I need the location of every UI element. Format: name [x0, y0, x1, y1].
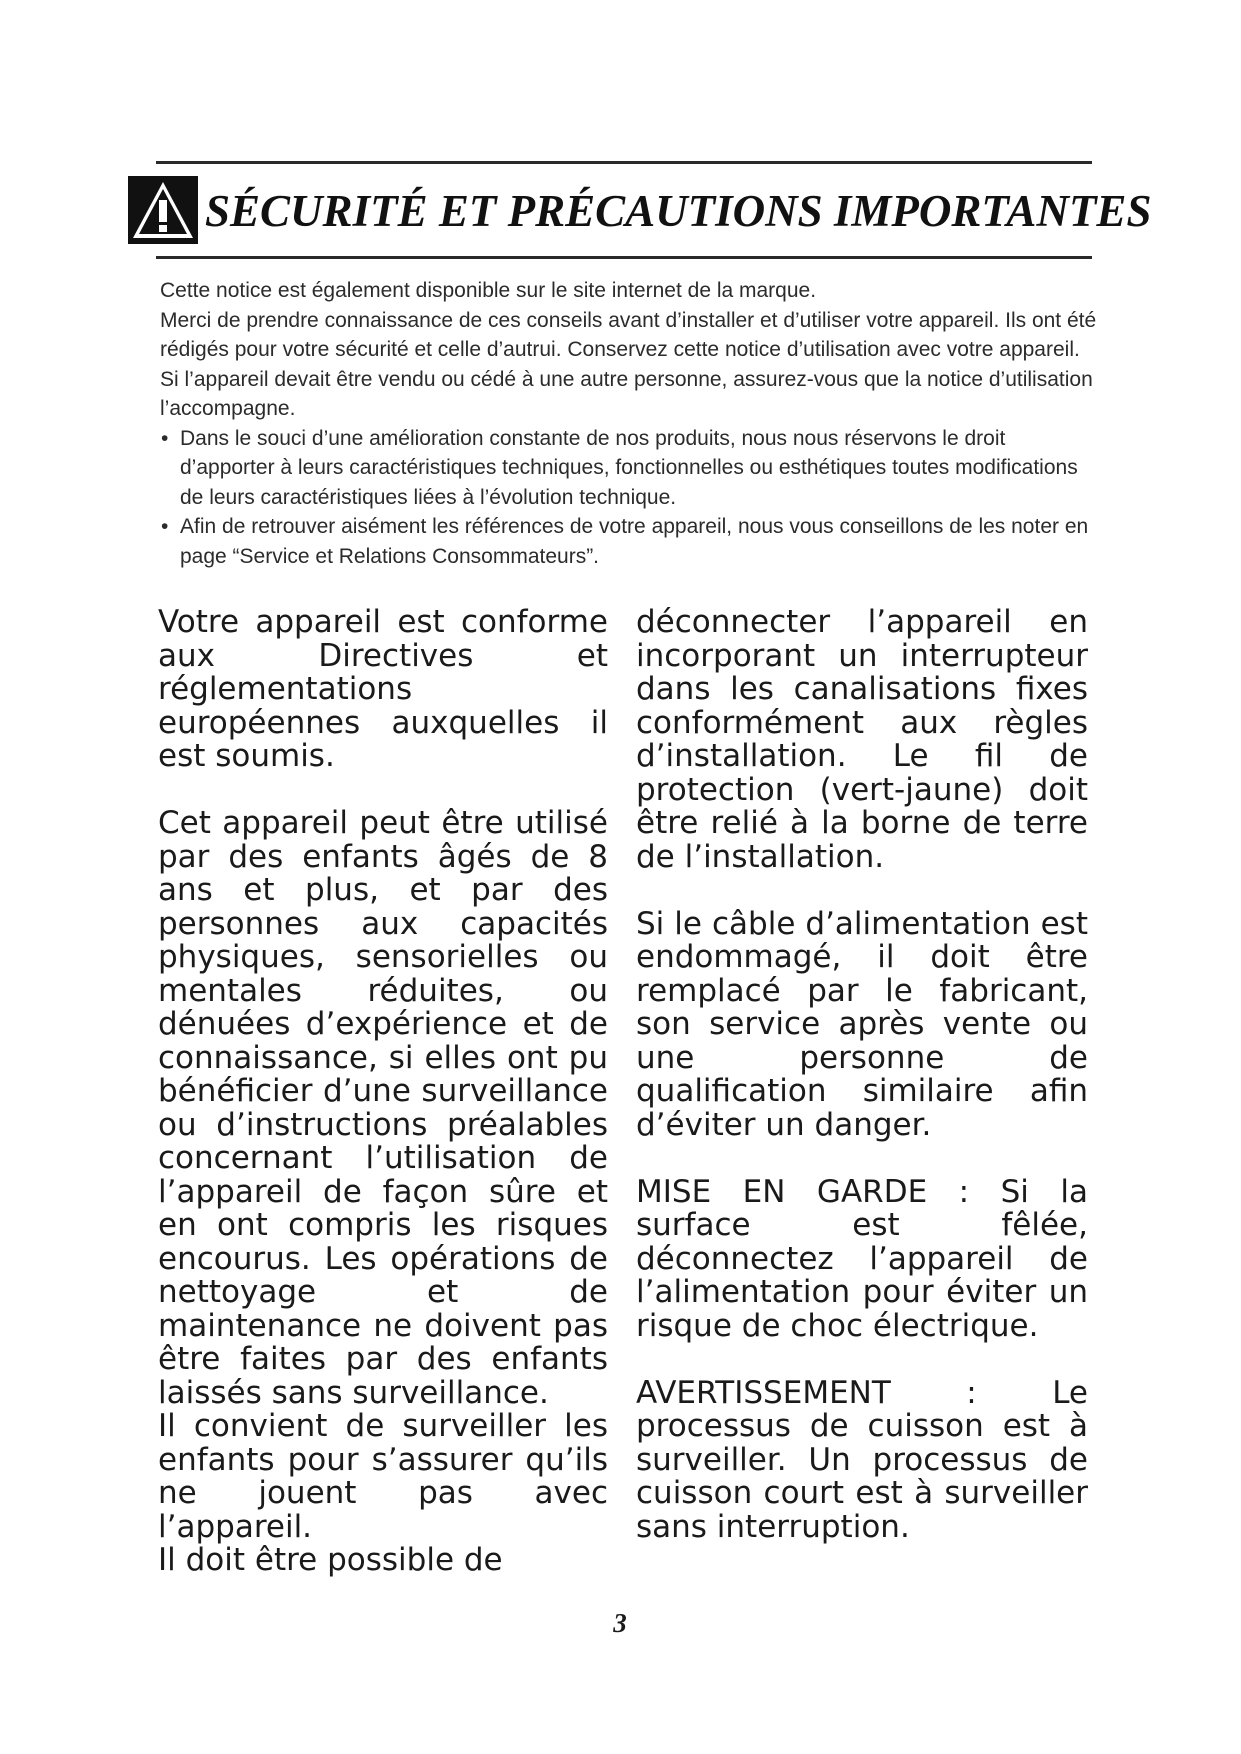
children-usage-paragraph: Cet appareil peut être utilisé par des enfants âgés de 8 ans et plus, et par des personnes aux capacités physiques, sensorielles ou mentales réduites, ou dénuées d’expérience et de connaissance, si elles ont pu bénéficier d’une surveillance ou d’instructions préalables concernant l’utilisation de l’appareil de façon sûre et en ont compris les risques encourus. Les opérations de nettoyage et de maintenance ne doivent pas être faites par des enfants laissés sans surveillance.: [158, 805, 608, 1411]
cooking-supervision-paragraph: AVERTISSEMENT : Le processus de cuisson est à surveiller. Un processus de cuisson court est à surveiller sans interruption.: [636, 1374, 1088, 1545]
left-column: [158, 606, 608, 1578]
warning-cracked-surface-paragraph: MISE EN GARDE : Si la surface est fêlée, déconnectez l’appareil de l’alimentation pour éviter un risque de choc électrique.: [636, 1173, 1088, 1344]
warning-triangle-icon: [128, 176, 198, 244]
intro-paragraph: Merci de prendre connaissance de ces conseils avant d’installer et d’utiliser votre appareil. Ils ont été rédigés pour votre sécurité et celle d’autrui. Conservez cette notice d’utilisation avec votre appareil. Si l’appareil devait être vendu ou cédé à une autre personne, assurez-vous que la notice d’utilisation l’accompagne.: [160, 308, 1097, 420]
right-column: [636, 606, 1088, 1544]
intro-bullet-text: Afin de retrouver aisément les références de votre appareil, nous vous conseillons de les noter en page “Service et Relations Consommateurs”.: [180, 515, 1089, 568]
page-title: SÉCURITÉ ET PRÉCAUTIONS IMPORTANTES: [205, 186, 1152, 236]
header-top-rule: [156, 161, 1092, 164]
disconnect-paragraph: déconnecter l’appareil en incorporant un interrupteur dans les canalisations fixes conformément aux règles d’installation. Le fil de protection (vert-jaune) doit être relié à la borne de terre de l’installation.: [636, 604, 1088, 875]
conformity-paragraph: Votre appareil est conforme aux Directives et réglementations européennes auxquelles il est soumis.: [158, 604, 608, 774]
bullet-dot-icon: •: [161, 426, 169, 450]
page-number: 3: [613, 1608, 627, 1638]
disconnect-intro-paragraph: Il doit être possible de: [158, 1542, 503, 1578]
intro-availability-line: Cette notice est également disponible sur le site internet de la marque.: [160, 279, 817, 302]
header-bottom-rule: [156, 256, 1092, 259]
bullet-dot-icon: •: [161, 515, 169, 538]
supervise-children-paragraph: Il convient de surveiller les enfants pour s’assurer qu’ils ne jouent pas avec l’appareil.: [158, 1408, 608, 1545]
power-cable-paragraph: Si le câble d’alimentation est endommagé, il doit être remplacé par le fabricant, son service après vente ou une personne de qualification similaire afin d’éviter un danger.: [636, 905, 1088, 1143]
intro-bullet-item: [160, 512, 1100, 571]
intro-bullet-text: Dans le souci d’une amélioration constante de nos produits, nous nous réservons le droit d’apporter à leurs caractéristiques techniques, fonctionnelles ou esthétiques toutes modifications de leurs caractéristiques liées à l’évolution technique.: [180, 426, 1078, 509]
intro-bullet-item: [160, 424, 1100, 513]
intro-section: [160, 276, 1100, 571]
intro-bullet-list: [160, 424, 1100, 572]
